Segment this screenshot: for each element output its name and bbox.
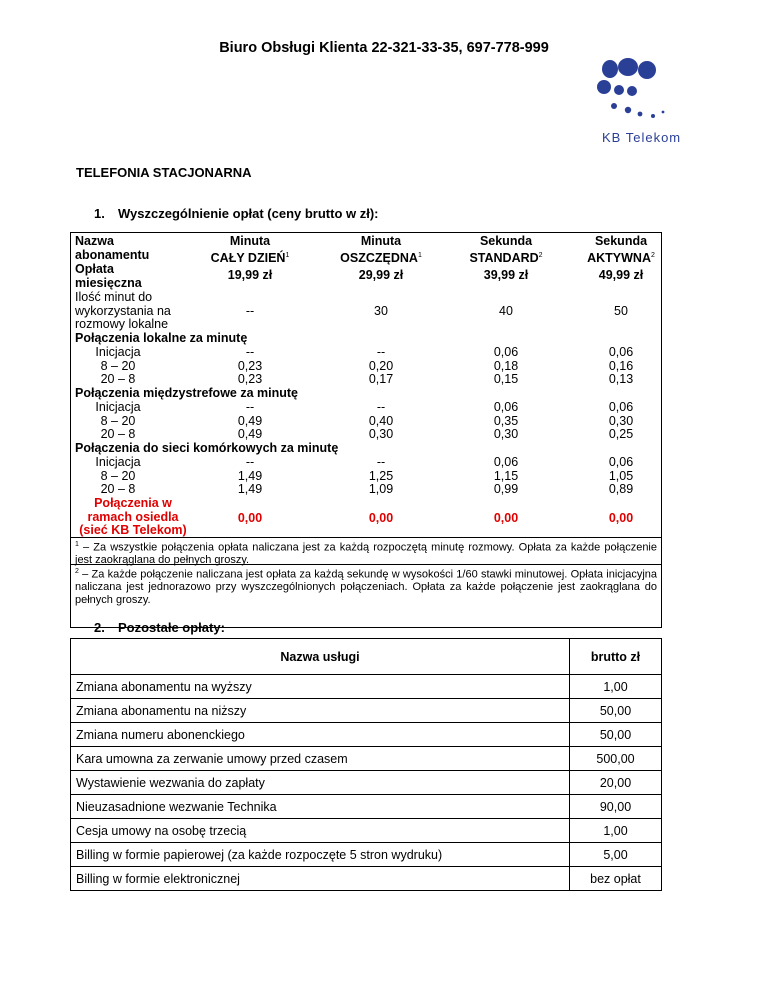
group-values: 0,06 0,30 0,25 (608, 400, 634, 441)
fee-value: 19,99 zł (227, 268, 273, 282)
group-values: -- 0,20 0,17 (368, 345, 394, 386)
service-price: 20,00 (570, 771, 662, 795)
table-row (71, 819, 662, 843)
col-sekunda-aktywna: Sekunda AKTYWNA$^2$ (587, 234, 655, 265)
group-values: -- 0,23 0,23 (237, 345, 263, 386)
footnote-2: $^2$ – Za każde połączenie naliczana jest opłata za każdą sekundę w wysokości 1/60 stawki minutowej. Opłata inicjacyjna naliczana jest jednorazowo przy wyszczególnionych połączeniach. Opłata za każde połączenie jest zaokrąglana do pełnych groszy. (75, 568, 657, 606)
table-row (71, 675, 662, 699)
group-row-labels: Inicjacja 8 – 20 20 – 8 (95, 455, 141, 496)
minutes-value: 30 (374, 304, 388, 318)
col-plan-name: Nazwa abonamentu (75, 234, 150, 262)
service-price: 1,00 (570, 675, 662, 699)
logo-text: KB Telekom (602, 130, 682, 145)
table-header-row (71, 639, 662, 675)
minutes-value: 40 (499, 304, 513, 318)
table-row (71, 795, 662, 819)
col-minuta-oszczedna: Minuta OSZCZĘDNA$^1$ (340, 234, 422, 265)
footnote-divider (71, 564, 661, 565)
table-row (71, 843, 662, 867)
osiedle-value: 0,00 (493, 511, 519, 525)
group-values: -- 1,49 1,49 (237, 455, 263, 496)
group-row-labels: Inicjacja 8 – 20 20 – 8 (95, 345, 141, 386)
service-name: Zmiana abonamentu na niższy (71, 699, 570, 723)
service-name: Zmiana numeru abonenckiego (71, 723, 570, 747)
group-values: 0,06 0,18 0,15 (493, 345, 519, 386)
minutes-value: -- (245, 304, 255, 318)
other-fees-table (70, 638, 662, 891)
footnote-divider (71, 537, 661, 538)
section-2-heading: 2. Pozostałe opłaty: (94, 620, 225, 635)
group-values: 0,06 1,15 0,99 (493, 455, 519, 496)
table-row (71, 747, 662, 771)
service-name: Wystawienie wezwania do zapłaty (71, 771, 570, 795)
row-label-osiedle: Połączenia w ramach osiedla (sieć KB Telekom) (79, 496, 187, 537)
section-title: TELEFONIA STACJONARNA (76, 165, 252, 180)
osiedle-value: 0,00 (237, 511, 263, 525)
group-values: 0,06 0,16 0,13 (608, 345, 634, 386)
service-name: Kara umowna za zerwanie umowy przed czasem (71, 747, 570, 771)
group-values: 0,06 1,05 0,89 (608, 455, 634, 496)
osiedle-value: 0,00 (608, 511, 634, 525)
group-title-interzonal: Połączenia międzystrefowe za minutę (75, 386, 298, 400)
footnote-1: $^1$ – Za wszystkie połączenia opłata naliczana jest za każdą rozpoczętą minutę rozmowy. Opłata za każde połączenie jest zaokrąglana do pełnych groszy. (75, 541, 657, 567)
section-1-heading: 1. Wyszczególnienie opłat (ceny brutto w zł): (94, 206, 379, 221)
row-label-monthly-fee: Opłata miesięczna (75, 262, 142, 290)
fee-value: 29,99 zł (358, 268, 404, 282)
service-name: Cesja umowy na osobę trzecią (71, 819, 570, 843)
header-service-name: Nazwa usługi (71, 639, 570, 675)
fee-value: 39,99 zł (483, 268, 529, 282)
table-row (71, 699, 662, 723)
service-name: Zmiana abonamentu na wyższy (71, 675, 570, 699)
service-name: Billing w formie papierowej (za każde rozpoczęte 5 stron wydruku) (71, 843, 570, 867)
service-price: 90,00 (570, 795, 662, 819)
row-label-included-minutes: Ilość minut do wykorzystania na rozmowy lokalne (75, 290, 171, 331)
col-sekunda-standard: Sekunda STANDARD$^2$ (469, 234, 543, 265)
group-values: -- 0,49 0,49 (237, 400, 263, 441)
fee-value: 49,99 zł (598, 268, 644, 282)
service-price: 5,00 (570, 843, 662, 867)
header-price: brutto zł (570, 639, 662, 675)
group-title-local: Połączenia lokalne za minutę (75, 331, 248, 345)
minutes-value: 50 (614, 304, 628, 318)
group-values: -- 0,40 0,30 (368, 400, 394, 441)
group-values: 0,06 0,35 0,30 (493, 400, 519, 441)
service-name: Nieuzasadnione wezwanie Technika (71, 795, 570, 819)
group-title-mobile: Połączenia do sieci komórkowych za minutę (75, 441, 339, 455)
table-row (71, 771, 662, 795)
table-row (71, 723, 662, 747)
service-price: 500,00 (570, 747, 662, 771)
tariff-table (70, 232, 662, 628)
kb-telekom-logo (580, 58, 710, 158)
col-minuta-caly-dzien: Minuta CAŁY DZIEŃ$^1$ (210, 234, 290, 265)
service-price: 50,00 (570, 699, 662, 723)
service-price: 50,00 (570, 723, 662, 747)
service-name: Billing w formie elektronicznej (71, 867, 570, 891)
service-price: 1,00 (570, 819, 662, 843)
group-row-labels: Inicjacja 8 – 20 20 – 8 (95, 400, 141, 441)
page-header: Biuro Obsługi Klienta 22-321-33-35, 697-778-999 (219, 40, 549, 56)
table-row (71, 867, 662, 891)
osiedle-value: 0,00 (368, 511, 394, 525)
group-values: -- 1,25 1,09 (368, 455, 394, 496)
service-price: bez opłat (570, 867, 662, 891)
